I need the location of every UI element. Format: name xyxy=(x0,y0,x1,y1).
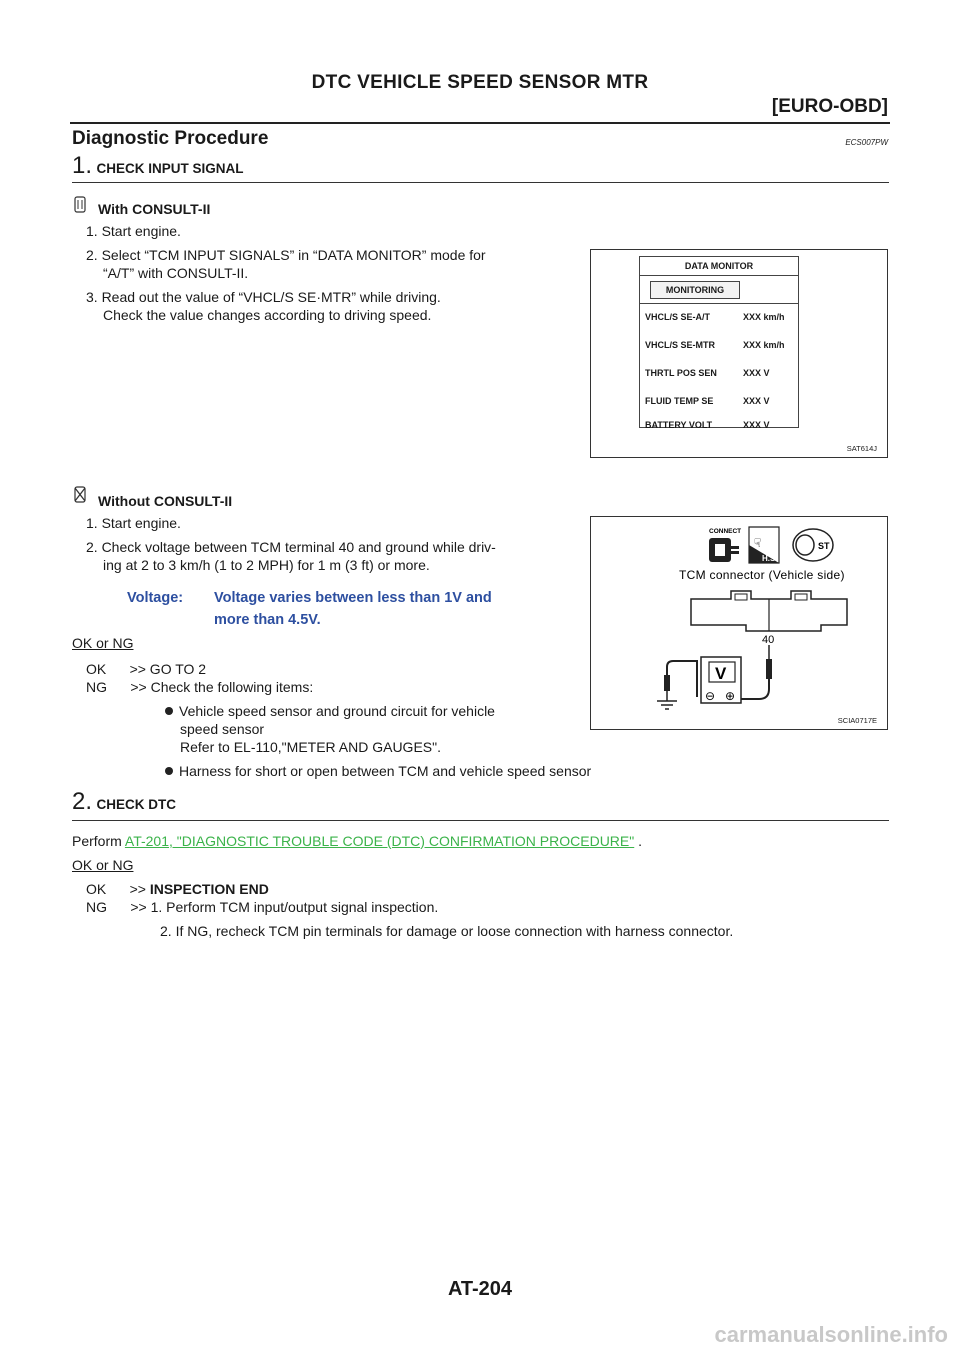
step-number: 2. xyxy=(72,788,93,815)
connect-label: CONNECT xyxy=(709,528,742,535)
tcm-connector-figure xyxy=(590,516,888,730)
list-item: 2. Check voltage between TCM terminal 40 and ground while driv- xyxy=(86,539,496,555)
probe-tip xyxy=(766,659,772,679)
step-number: 1. xyxy=(72,152,93,179)
ok-prefix: OK >> xyxy=(86,881,150,897)
ground-symbol-icon xyxy=(657,691,677,709)
list-item: 3. Read out the value of “VHCL/S SE·MTR” while driving. xyxy=(86,289,441,305)
tcm-connector-body xyxy=(691,591,847,631)
voltage-spec-line-1: Voltage varies between less than 1V and xyxy=(214,590,492,606)
row-value: XXX V xyxy=(743,420,770,430)
consult-tool-icon xyxy=(72,196,88,214)
minus-terminal-icon: ⊖ xyxy=(705,689,716,703)
ok-result-bold: INSPECTION END xyxy=(149,881,269,897)
connector-label: TCM connector (Vehicle side) xyxy=(679,568,845,582)
step-2-rule xyxy=(72,820,889,821)
ok-result xyxy=(86,880,269,898)
table-row xyxy=(645,368,795,378)
list-item: 1. Start engine. xyxy=(86,515,181,531)
voltmeter-label: V xyxy=(715,664,727,683)
ng-result: NG >> Check the following items: xyxy=(86,679,314,695)
list-item: “A/T” with CONSULT-II. xyxy=(103,265,249,281)
ground-wire xyxy=(667,661,697,697)
ng-result-continued: 2. If NG, recheck TCM pin terminals for damage or loose connection with harness connector. xyxy=(160,923,734,939)
ok-result: OK >> GO TO 2 xyxy=(86,661,207,677)
row-value: XXX km/h xyxy=(743,340,785,350)
list-item: Check the value changes according to driving speed. xyxy=(103,307,432,323)
list-item: 1. Start engine. xyxy=(86,223,181,239)
section-tag: [EURO-OBD] xyxy=(771,96,888,117)
connector-diagram xyxy=(591,517,887,729)
page-title: DTC VEHICLE SPEED SENSOR MTR xyxy=(311,72,649,93)
table-row xyxy=(645,396,795,406)
without-consult-heading: Without CONSULT-II xyxy=(98,493,233,509)
hs-icon xyxy=(749,527,779,563)
list-item-continued: Refer to EL-110,"METER AND GAUGES". xyxy=(180,739,441,755)
ground-probe-tip xyxy=(664,675,670,691)
list-item xyxy=(165,762,591,780)
ok-ng-label: OK or NG xyxy=(72,857,134,873)
no-consult-tool-icon xyxy=(72,486,88,504)
voltage-spec-line-2: more than 4.5V. xyxy=(214,612,321,628)
hs-label: H.S. xyxy=(762,554,778,563)
row-name: VHCL/S SE-A/T xyxy=(645,312,711,322)
row-value: XXX V xyxy=(743,368,770,378)
step-title: CHECK DTC xyxy=(96,797,176,812)
perform-suffix: . xyxy=(634,833,643,849)
plus-terminal-icon: ⊕ xyxy=(725,689,736,703)
list-item: ing at 2 to 3 km/h (1 to 2 MPH) for 1 m (3 ft) or more. xyxy=(103,557,430,573)
row-name: VHCL/S SE-MTR xyxy=(645,340,716,350)
bullet-icon xyxy=(165,767,173,775)
row-name: BATTERY VOLT xyxy=(645,420,713,430)
list-item xyxy=(165,702,495,720)
table-divider xyxy=(640,303,798,304)
step-2-heading xyxy=(72,788,176,816)
bullet-text: Vehicle speed sensor and ground circuit for vehicle xyxy=(179,703,495,719)
bullet-icon xyxy=(165,707,173,715)
list-item-continued: speed sensor xyxy=(180,721,265,737)
svg-text:☟: ☟ xyxy=(754,536,762,550)
perform-line xyxy=(72,832,642,850)
ok-ng-label: OK or NG xyxy=(72,635,134,651)
with-consult-heading: With CONSULT-II xyxy=(98,201,211,217)
page-number: AT-204 xyxy=(447,1278,513,1300)
table-row xyxy=(645,340,795,350)
section-heading: Diagnostic Procedure xyxy=(72,128,269,149)
dtc-confirmation-link[interactable]: AT-201, "DIAGNOSTIC TROUBLE CODE (DTC) CONFIRMATION PROCEDURE" xyxy=(124,833,635,849)
step-1-heading xyxy=(72,152,243,180)
header-rule xyxy=(70,122,890,124)
step-1-rule xyxy=(72,182,889,183)
row-name: FLUID TEMP SE xyxy=(645,396,714,406)
data-monitor-figure xyxy=(590,249,888,458)
figure-code: SCIA0717E xyxy=(837,716,877,725)
row-value: XXX V xyxy=(743,396,770,406)
row-name: THRTL POS SEN xyxy=(645,368,717,378)
watermark: carmanualsonline.info xyxy=(714,1322,948,1347)
table-row xyxy=(645,312,795,322)
bullet-text: Harness for short or open between TCM and vehicle speed sensor xyxy=(179,763,592,779)
voltage-label: Voltage: xyxy=(127,590,184,606)
probe-wire xyxy=(741,679,769,699)
list-item: 2. Select “TCM INPUT SIGNALS” in “DATA MONITOR” mode for xyxy=(86,247,486,263)
connect-plug-icon xyxy=(709,538,739,562)
terminal-label: 40 xyxy=(762,634,775,646)
st-probe-icon xyxy=(793,529,833,561)
row-value: XXX km/h xyxy=(743,312,785,322)
monitoring-label: MONITORING xyxy=(650,281,740,299)
section-code: ECS007PW xyxy=(845,138,888,147)
figure-code: SAT614J xyxy=(846,444,877,453)
perform-text: Perform xyxy=(72,833,125,849)
table-row xyxy=(645,420,795,430)
data-monitor-table xyxy=(639,256,799,428)
ng-result: NG >> 1. Perform TCM input/output signal inspection. xyxy=(86,899,439,915)
step-title: CHECK INPUT SIGNAL xyxy=(96,161,244,176)
data-monitor-header: DATA MONITOR xyxy=(640,257,798,276)
st-label: ST xyxy=(818,541,830,551)
